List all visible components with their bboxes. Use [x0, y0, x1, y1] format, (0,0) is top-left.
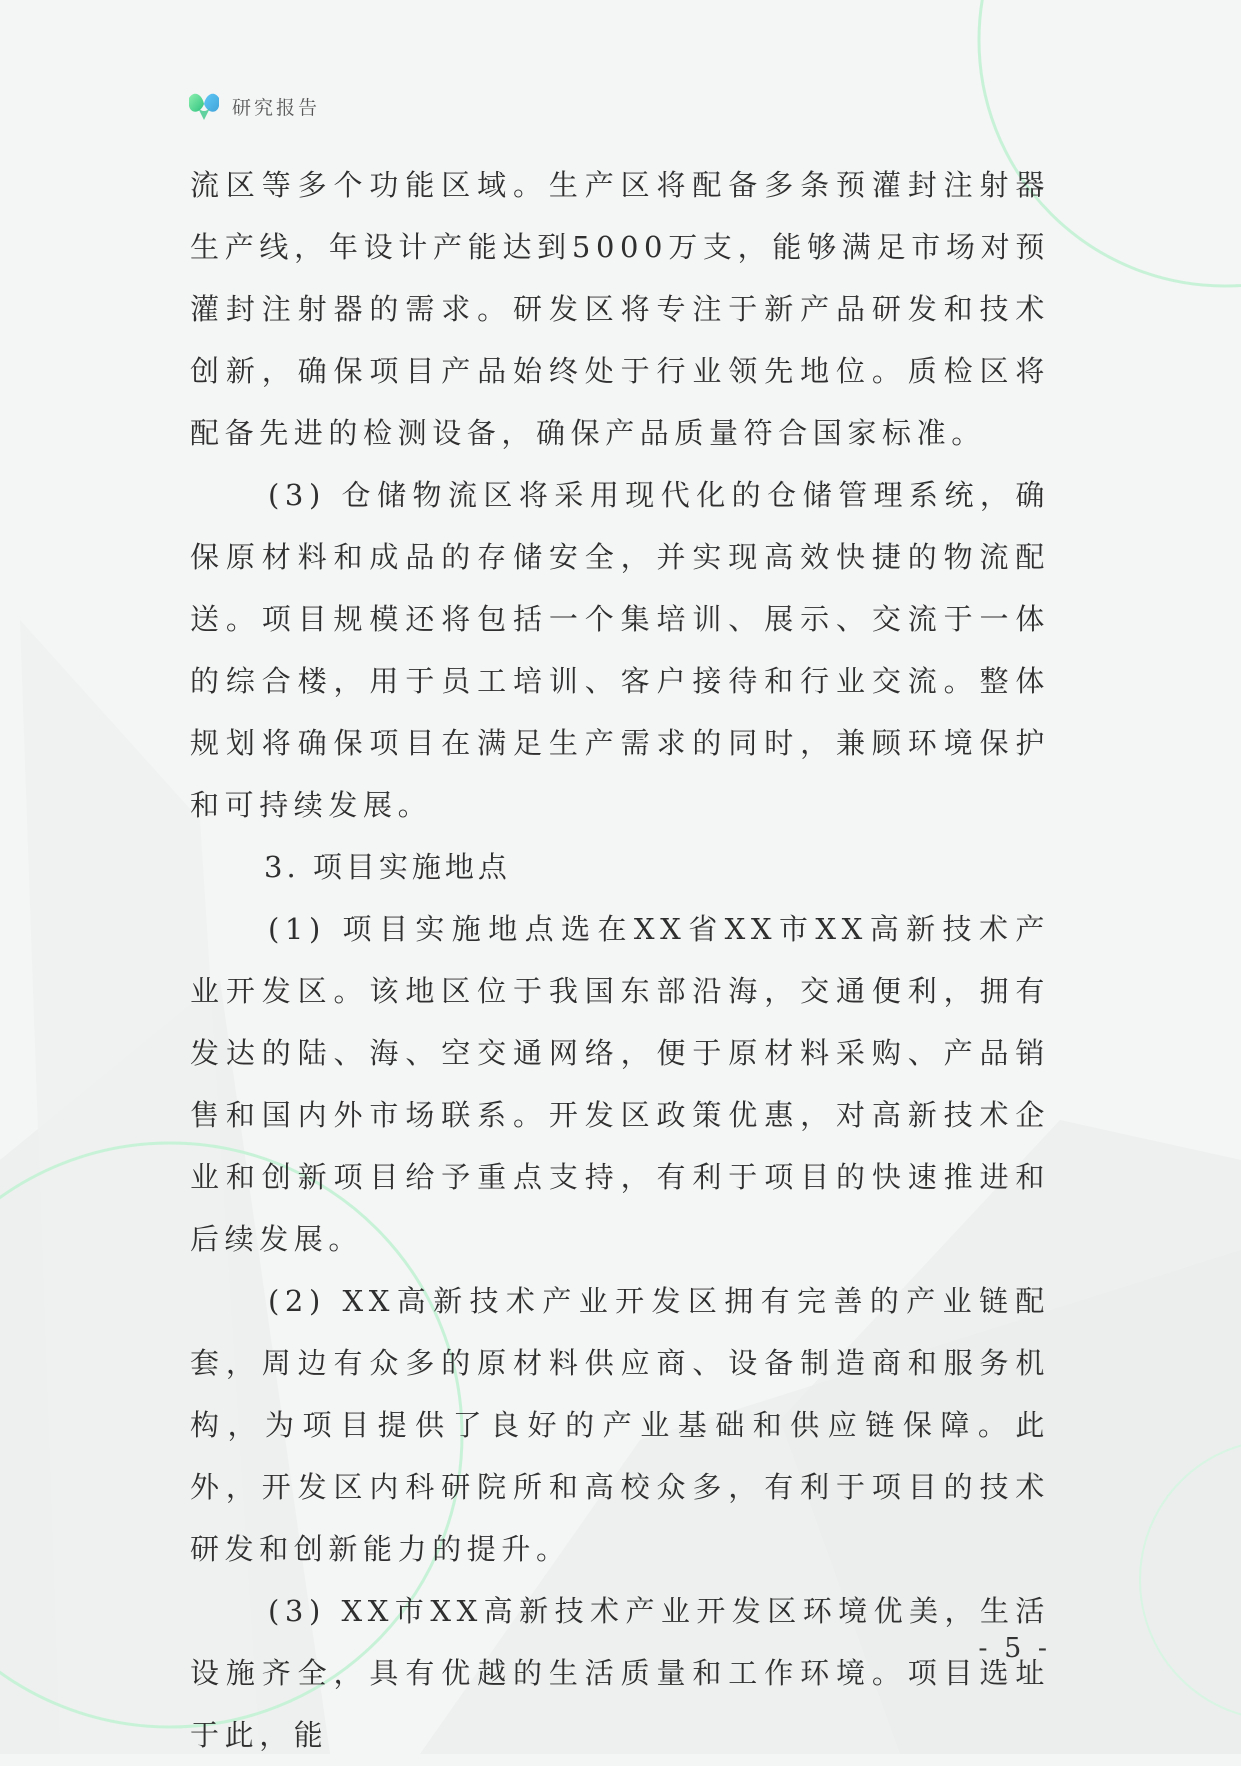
- butterfly-logo-icon: [186, 88, 222, 124]
- section-heading: 3. 项目实施地点: [264, 850, 511, 884]
- header-title: 研究报告: [232, 96, 321, 119]
- page-number: - 5 -: [978, 1633, 1051, 1664]
- paragraph-location-1: (1) 项目实施地点选在XX省XX市XX高新技术产业开发区。该地区位于我国东部沿海，交通便利，拥有发达的陆、海、空交通网络，便于原材料采购、产品销售和国内外市场联系。开发区政策优惠，对高新技术企业和创新项目给予重点支持，有利于项目的快速推进和后续发展。: [190, 912, 1050, 1256]
- paragraph-warehouse: (3) 仓储物流区将采用现代化的仓储管理系统，确保原材料和成品的存储安全，并实现高效快捷的物流配送。项目规模还将包括一个集培训、展示、交流于一体的综合楼，用于员工培训、客户接待和行业交流。整体规划将确保项目在满足生产需求的同时，兼顾环境保护和可持续发展。: [190, 478, 1050, 822]
- paragraph-location-2: (2) XX高新技术产业开发区拥有完善的产业链配套，周边有众多的原材料供应商、设备制造商和服务机构，为项目提供了良好的产业基础和供应链保障。此外，开发区内科研院所和高校众多，有利于项目的技术研发和创新能力的提升。: [190, 1284, 1050, 1566]
- document-body: [190, 154, 1050, 1766]
- report-header: [186, 88, 320, 124]
- paragraph-continued: 流区等多个功能区域。生产区将配备多条预灌封注射器生产线，年设计产能达到5000万支，能够满足市场对预灌封注射器的需求。研发区将专注于新产品研发和技术创新，确保项目产品始终处于行业领先地位。质检区将配备先进的检测设备，确保产品质量符合国家标准。: [190, 168, 1050, 450]
- paragraph-location-3: (3) XX市XX高新技术产业开发区环境优美，生活设施齐全，具有优越的生活质量和工作环境。项目选址于此，能: [190, 1594, 1050, 1752]
